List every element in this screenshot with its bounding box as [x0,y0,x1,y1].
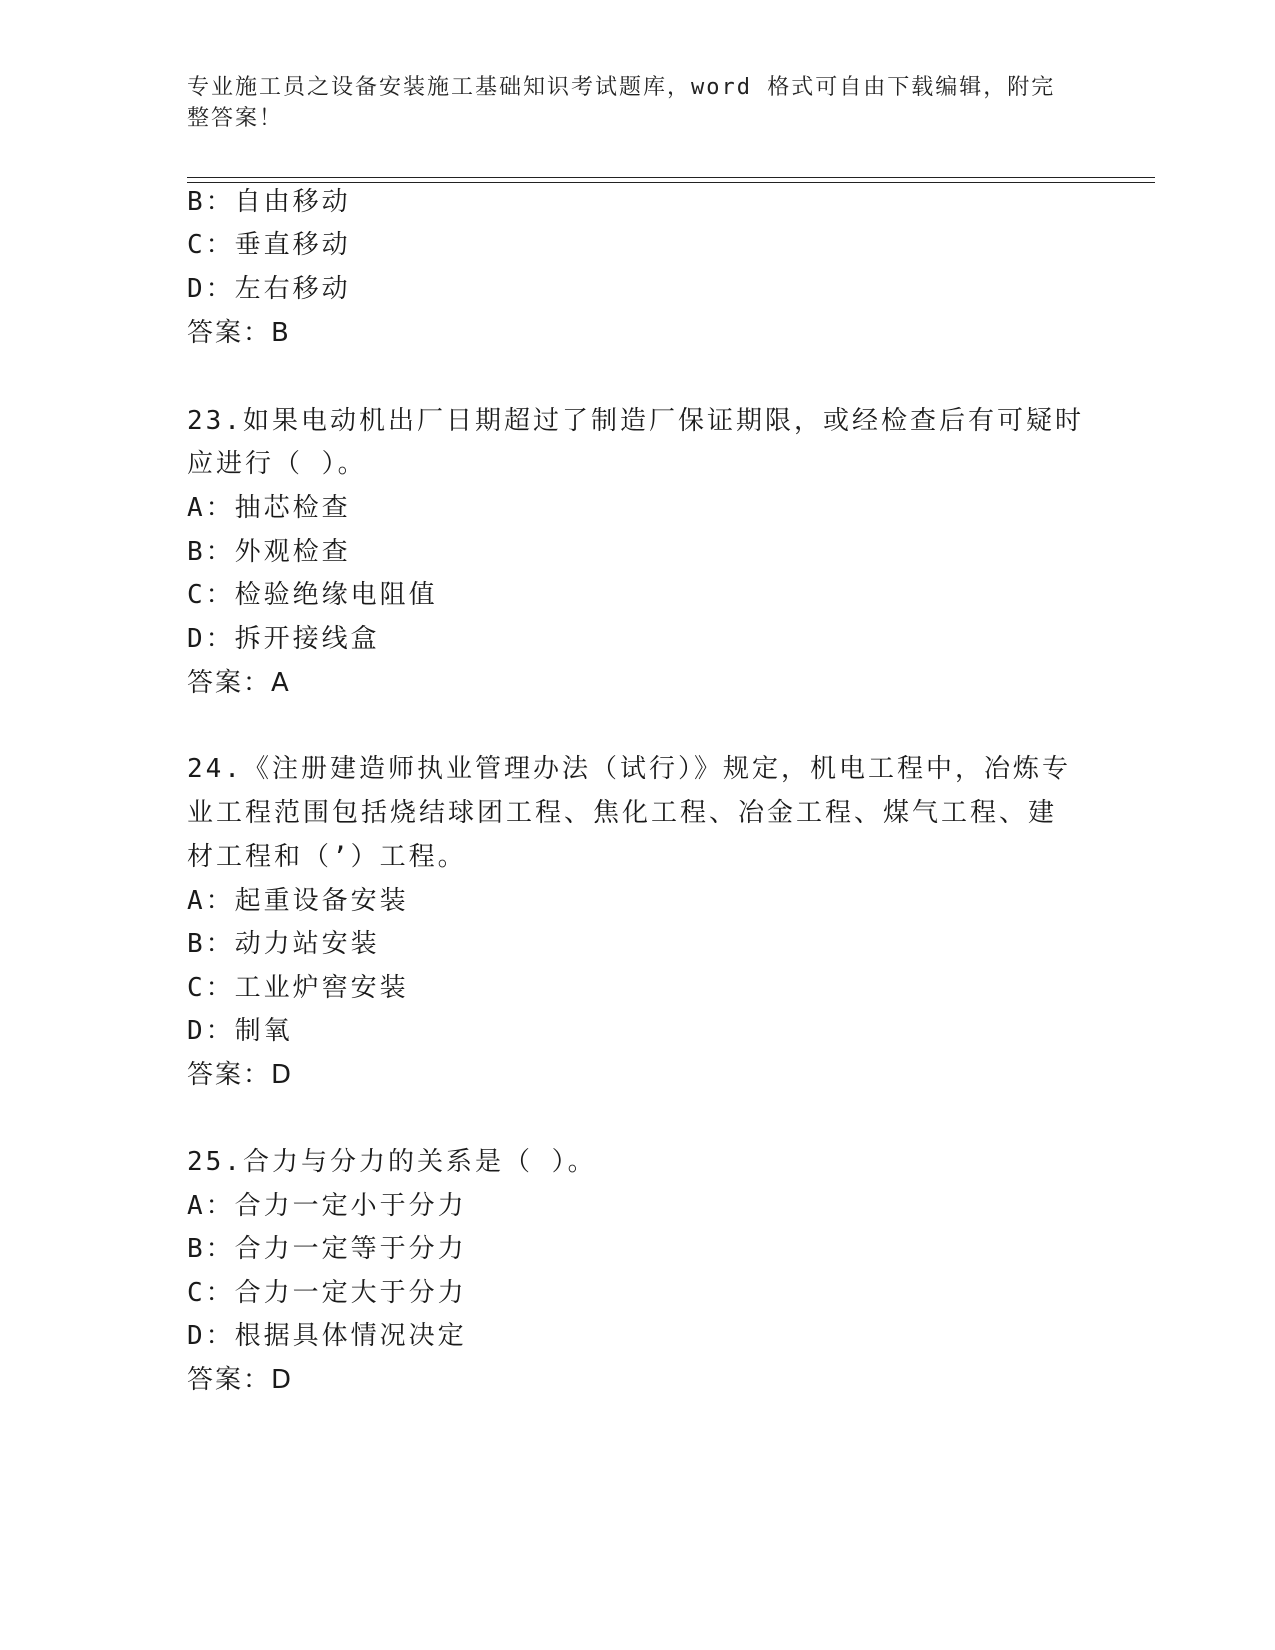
header-rule-top [187,177,1155,178]
question-stem: 业工程范围包括烧结球团工程、焦化工程、冶金工程、煤气工程、建 [187,798,1058,828]
answer-line: 答案：D [187,1060,294,1090]
answer-line: 答案：B [187,318,291,348]
header-rule-bottom [187,182,1155,183]
option-line: A：起重设备安装 [187,886,409,916]
question-stem: 23.如果电动机出厂日期超过了制造厂保证期限，或经检查后有可疑时 [187,406,1084,436]
option-line: D：制氧 [187,1016,293,1046]
option-line: D：拆开接线盒 [187,624,380,654]
option-line: B：合力一定等于分力 [187,1234,467,1264]
option-line: D：左右移动 [187,274,351,304]
option-line: D：根据具体情况决定 [187,1321,467,1351]
answer-line: 答案：A [187,668,291,698]
option-line: C：垂直移动 [187,230,351,260]
option-line: A：合力一定小于分力 [187,1191,467,1221]
document-header: 专业施工员之设备安装施工基础知识考试题库，word 格式可自由下载编辑，附完整答案！ [187,75,1056,131]
option-line: B：动力站安装 [187,929,380,959]
option-line: C：工业炉窖安装 [187,973,409,1003]
option-line: B：自由移动 [187,187,351,217]
option-line: B：外观检查 [187,537,351,567]
question-stem: 25.合力与分力的关系是（ ）。 [187,1147,597,1177]
question-stem: 材工程和（’）工程。 [187,842,467,872]
question-stem: 应进行（ ）。 [187,449,367,479]
option-line: A：抽芯检查 [187,493,351,523]
answer-line: 答案：D [187,1365,294,1395]
question-stem: 24.《注册建造师执业管理办法（试行）》规定，机电工程中，冶炼专 [187,754,1071,784]
option-line: C：检验绝缘电阻值 [187,580,438,610]
option-line: C：合力一定大于分力 [187,1278,467,1308]
